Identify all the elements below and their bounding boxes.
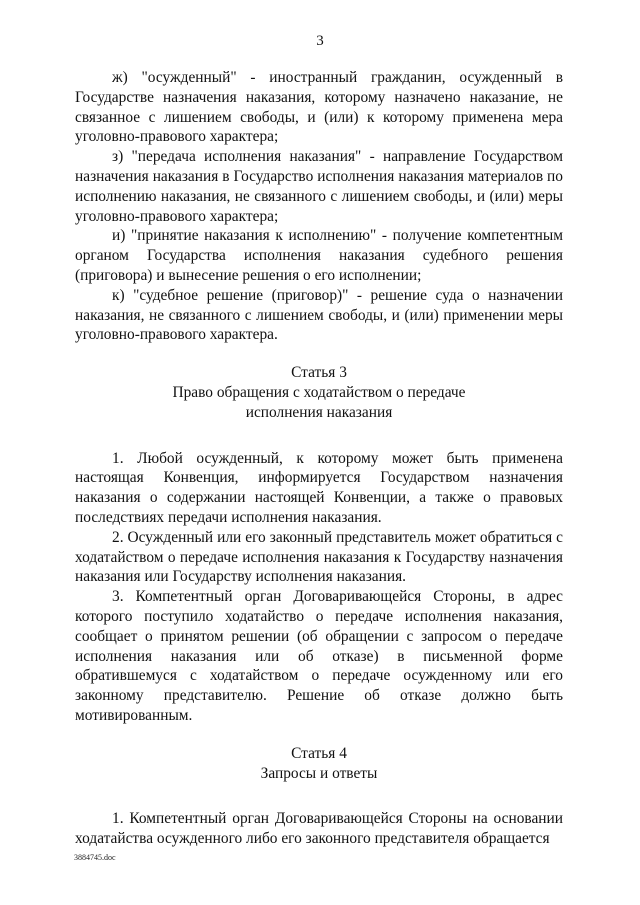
page-number: 3 bbox=[316, 33, 324, 49]
article-3-title-line-1: Право обращения с ходатайством о передаче bbox=[172, 383, 466, 401]
article-3-paragraph-3: 3. Компетентный орган Договаривающейся Стороны, в адрес которого поступило ходатайство о передаче исполнения наказания, сообщает о принятом решении (об обращении с запросом о передаче исполнения наказания или об отказе) в письменной форме обратившемуся с ходатайством о передаче осужденному или его законному представителю. Решение об отказе должно быть мотивированным. bbox=[75, 588, 563, 724]
article-4-paragraph-1: 1. Компетентный орган Договаривающейся Стороны на основании ходатайства осужденного либо его законного представителя обращается bbox=[75, 810, 563, 848]
article-3-number: Статья 3 bbox=[291, 364, 347, 382]
definition-k: к) "судебное решение (приговор)" - решение суда о назначении наказания, не связанного с лишением свободы, и (или) применении меры уголовно-правового характера. bbox=[75, 286, 563, 344]
article-3-heading bbox=[75, 363, 563, 422]
article-3-paragraph-1: 1. Любой осужденный, к которому может быть применена настоящая Конвенция, информируется Государством назначения наказания о содержании настоящей Конвенции, а также о правовых последствиях передачи исполнения наказания. bbox=[75, 449, 563, 526]
article-3-title-line-2: исполнения наказания bbox=[245, 403, 393, 421]
definition-zh: ж) "осужденный" - иностранный гражданин, осужденный в Государстве назначения наказания, которому назначено наказание, не связанное с лишением свободы, и (или) к которому применена мера уголовно-правового характера; bbox=[75, 69, 563, 146]
article-4-heading bbox=[75, 744, 563, 784]
definition-i: и) "принятие наказания к исполнению" - получение компетентным органом Государства исполнения наказания судебного решения (приговора) и вынесение решения о его исполнении; bbox=[75, 227, 563, 284]
footer-document-code: 3884745.doc bbox=[74, 853, 116, 862]
article-4-title-line-1: Запросы и ответы bbox=[260, 764, 378, 782]
definition-z: з) "передача исполнения наказания" - направление Государством назначения наказания в Государство исполнения наказания материалов по исполнению наказания, не связанного с лишением свободы, и (или) меры уголовно-правового характера; bbox=[75, 148, 563, 225]
document-body bbox=[75, 68, 563, 849]
article-4-number: Статья 4 bbox=[291, 744, 347, 762]
article-3-paragraph-2: 2. Осужденный или его законный представитель может обратиться с ходатайством о передаче исполнения наказания к Государству назначения наказания или Государству исполнения наказания. bbox=[75, 528, 563, 586]
